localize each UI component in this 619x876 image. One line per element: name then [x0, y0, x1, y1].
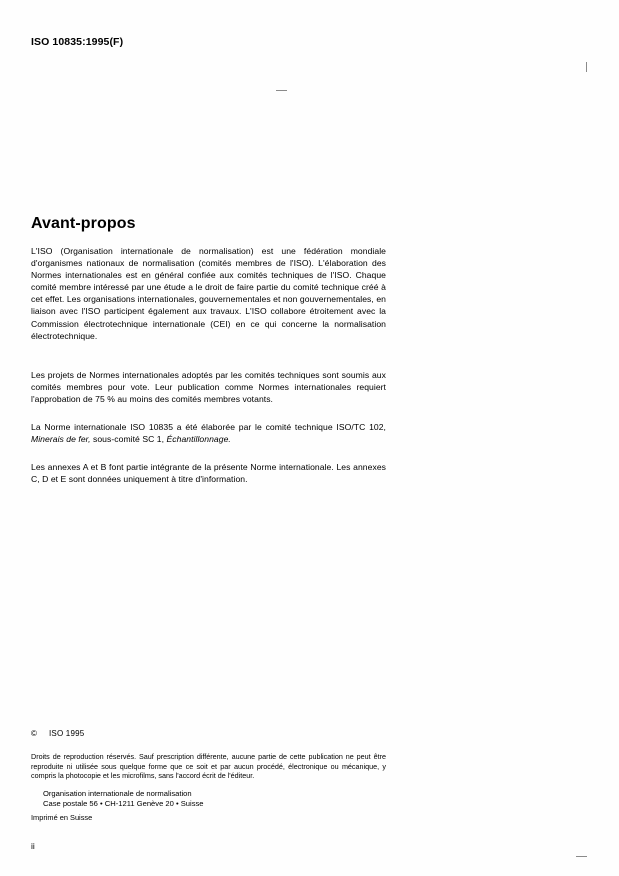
- copyright-text: ISO 1995: [49, 729, 85, 738]
- copyright-symbol: ©: [31, 729, 38, 738]
- crop-mark-bottom: [576, 856, 587, 857]
- page-number: ii: [31, 841, 35, 851]
- organisation-name: Organisation internationale de normalisation: [43, 789, 192, 798]
- paragraph-3-middle: sous-comité SC 1,: [90, 434, 167, 445]
- crop-mark-top: [276, 90, 287, 91]
- page-title: Avant-propos: [31, 215, 136, 232]
- foreword-paragraph-2: Les projets de Normes internationales adoptés par les comités techniques sont soumis aux comités membres pour vote. Leur publication comme Normes internationales requiert l'approbation de 75 % au moins des comités membres votants.: [31, 370, 386, 405]
- foreword-paragraph-3: [31, 421, 386, 445]
- rights-notice: Droits de reproduction réservés. Sauf prescription différente, aucune partie de cette publication ne peut être reproduite ni utilisée sous quelque forme que ce soit et par aucun procédé, électronique ou mécanique, y compris la photocopie et les microfilms, sans l'accord écrit de l'éditeur.: [31, 752, 386, 781]
- committee-name-italic: Minerais de fer,: [31, 434, 91, 445]
- foreword-paragraph-1: L'ISO (Organisation internationale de normalisation) est une fédération mondiale d'organismes nationaux de normalisation (comités membres de l'ISO). L'élaboration des Normes internationales est en général confiée aux comités techniques de l'ISO. Chaque comité membre intéressé par une étude a le droit de faire partie du comité technique créé à cet effet. Les organisations internationales, gouvernementales et non gouvernementales, en liaison avec l'ISO participent également aux travaux. L'ISO collabore étroitement avec la Commission électrotechnique internationale (CEI) en ce qui concerne la normalisation électrotechnique.: [31, 246, 386, 341]
- publisher-address: [43, 789, 204, 809]
- copyright-line: [31, 729, 84, 738]
- foreword-paragraph-4: Les annexes A et B font partie intégrante de la présente Norme internationale. Les annexes C, D et E sont données uniquement à titre d'information.: [31, 462, 386, 485]
- printed-in: Imprimé en Suisse: [31, 813, 93, 822]
- crop-mark-right: [586, 62, 587, 72]
- document-header: ISO 10835:1995(F): [31, 36, 124, 48]
- subcommittee-name-italic: Échantillonnage.: [166, 434, 231, 445]
- paragraph-3-prefix: La Norme internationale ISO 10835 a été élaborée par le comité technique ISO/TC 102,: [31, 422, 386, 432]
- postal-address: Case postale 56 • CH-1211 Genève 20 • Suisse: [43, 799, 204, 809]
